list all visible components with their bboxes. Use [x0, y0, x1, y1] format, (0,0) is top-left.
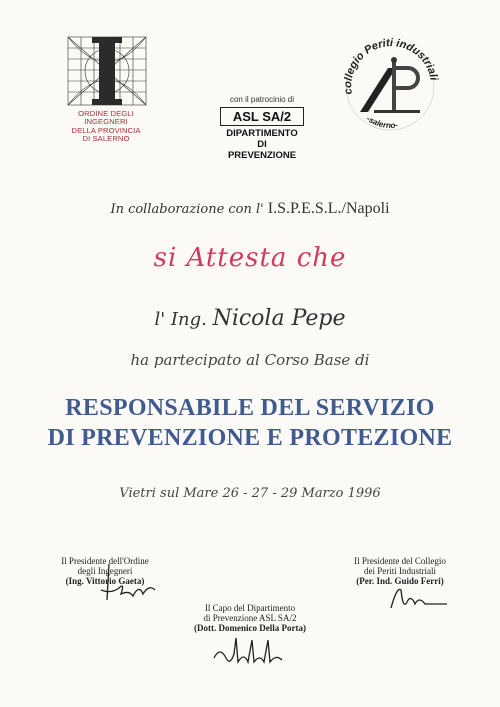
sig-title: Il Presidente dell'Ordine: [61, 556, 149, 566]
recipient-name: Nicola Pepe: [212, 306, 346, 331]
handwritten-signature-gaeta: [95, 560, 165, 620]
course-title-line2: DI PREVENZIONE E PROTEZIONE: [47, 425, 453, 451]
ordine-ingegneri-logo: [64, 35, 150, 144]
patronage-caption: con il patrocinio di: [229, 95, 295, 104]
course-title-line1: RESPONSABILE DEL SERVIZIO: [65, 395, 435, 421]
date-place-line: Vietri sul Mare 26 - 27 - 29 Marzo 1996: [119, 486, 381, 501]
logo-line: ORDINE DEGLI: [78, 109, 134, 118]
collaboration-intro: In collaborazione con l': [110, 202, 264, 217]
sig-subtitle: di Prevenzione ASL SA/2: [203, 613, 297, 623]
signature-block-asl: [165, 603, 335, 633]
dept-line: DIPARTIMENTO: [226, 128, 298, 139]
collaboration-line: [0, 200, 500, 218]
logo-line: DELLA PROVINCIA: [71, 125, 141, 135]
attesta-heading: si Attesta che: [153, 243, 347, 273]
logo-ring-text: collegio Periti industriali: [342, 37, 440, 96]
participation-line: ha partecipato al Corso Base di: [130, 351, 370, 369]
logo-line: INGEGNERI: [84, 117, 128, 127]
sig-name: (Ing. Vittorio Gaeta): [65, 576, 145, 586]
sig-title: Il Capo del Dipartimento: [204, 603, 296, 613]
asl-box: ASL SA/2: [220, 107, 304, 126]
dept-line: PREVENZIONE: [227, 150, 297, 161]
handwritten-signature-della-porta: [210, 632, 300, 672]
ordine-ingegneri-text: [56, 110, 156, 144]
sig-title: Il Presidente del Collegio: [354, 556, 446, 566]
patronage-block: [212, 95, 312, 161]
sig-name: (Per. Ind. Guido Ferri): [356, 576, 444, 586]
sig-subtitle: degli Ingegneri: [77, 566, 133, 576]
svg-text:-salerno-: [365, 114, 399, 130]
handwritten-signature-ferri: [385, 582, 455, 618]
collaboration-partner: I.S.P.E.S.L./Napoli: [267, 200, 390, 217]
svg-text:collegio Periti industriali: [342, 37, 440, 95]
logo-line: DI SALERNO: [82, 134, 130, 144]
sig-subtitle: dei Periti Industriali: [364, 566, 436, 576]
sig-name: (Dott. Domenico Della Porta): [194, 623, 306, 633]
logo-bottom-text: -salerno-: [364, 114, 399, 131]
recipient-prefix: l' Ing.: [154, 309, 207, 330]
engineering-grid-emblem-icon: [64, 35, 150, 107]
collegio-periti-logo: [330, 24, 450, 144]
dept-line: DI: [257, 139, 267, 150]
recipient-line: [0, 306, 500, 331]
periti-emblem-icon: [360, 57, 420, 113]
